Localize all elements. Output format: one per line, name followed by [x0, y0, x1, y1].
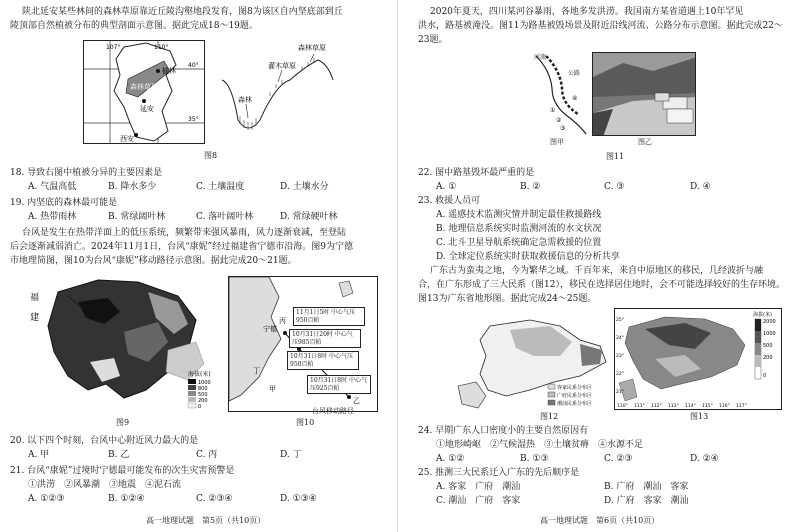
lon-110-label: 110°: [154, 44, 169, 51]
figure-9-caption: 图9: [116, 418, 130, 427]
q23-option-a[interactable]: A. 遥感技术监测灾情并制定最佳救援路线: [436, 210, 602, 220]
river-label: 河流: [534, 54, 547, 61]
forest-steppe-label: 森林草原带: [130, 83, 165, 91]
typhoon-box-3: 10月31日8时 中心气压950百帕: [287, 351, 359, 370]
figure-10-map: [228, 276, 378, 412]
intro-18-line2: 陵顶部自然植被分布的典型剖面示意图。据此完成18～19题。: [10, 21, 258, 31]
fig13-legend-0: 0: [763, 373, 767, 379]
profile-forest-steppe-label: 森林草原: [298, 44, 326, 52]
lon-107-label: 107°: [106, 44, 121, 51]
q21-items: ①洪涝 ②风暴潮 ③地震 ④泥石流: [28, 480, 182, 490]
figure-8-caption: 图8: [204, 151, 218, 160]
point-4: ④: [572, 95, 578, 102]
q24-option-b[interactable]: B. ①③: [520, 454, 549, 464]
typhoon-box-1: 11月1日5时 中心气压950百帕: [293, 307, 365, 326]
question-24-stem: 24. 早期广东人口密度小的主要自然原因有: [418, 426, 589, 436]
typhoon-box-4: 10月31日8时 中心气压925百帕: [307, 375, 371, 394]
fig13-legend-2000: 2000: [763, 319, 776, 325]
q21-option-d[interactable]: D. ①③④: [280, 494, 317, 504]
fig9-legend-0: 0: [198, 404, 202, 410]
intro-22-line3: 23题。: [418, 35, 448, 45]
q24-option-a[interactable]: A. ①②: [436, 454, 465, 464]
question-19-stem: 19. 内坚底的森林最可能是: [10, 198, 118, 208]
fig13-lat-24: 24°: [616, 336, 624, 341]
point-2: ②: [556, 117, 562, 124]
page-divider: [397, 0, 398, 532]
q20-option-b[interactable]: B. 乙: [108, 450, 130, 460]
fig13-lon-110: 110°: [617, 404, 628, 409]
intro-22-line2: 洪水，路基被淹没。图11为路基被毁场景及附近沿线河流、公路分布示意图。据此完成22～: [418, 21, 783, 31]
point-3: ③: [560, 125, 566, 132]
road-label: 公路: [568, 70, 581, 77]
fig9-legend-800: 800: [198, 386, 208, 392]
q24-option-c[interactable]: C. ②③: [604, 454, 633, 464]
fig13-lon-114: 114°: [685, 404, 696, 409]
figure-12-map: [450, 316, 610, 410]
q20-option-a[interactable]: A. 甲: [28, 450, 50, 460]
figure-8-map: [83, 40, 205, 144]
figure-12-caption: 图12: [540, 412, 559, 421]
fig13-lon-113: 113°: [668, 404, 679, 409]
typhoon-path-legend: 台风移动路径: [312, 407, 354, 415]
fig13-lon-112: 112°: [651, 404, 662, 409]
q25-option-c[interactable]: C. 潮汕 广府 客家: [436, 496, 521, 506]
fig13-legend-500: 500: [763, 343, 773, 349]
fig13-lat-23: 23°: [616, 354, 624, 359]
q19-option-b[interactable]: B. 常绿阔叶林: [108, 212, 166, 222]
q24-option-d[interactable]: D. ②④: [690, 454, 719, 464]
q20-option-d[interactable]: D. 丁: [280, 450, 302, 460]
q25-option-d[interactable]: D. 广府 客家 潮汕: [604, 496, 689, 506]
yanan-label: 延安: [140, 105, 154, 113]
q19-option-c[interactable]: C. 落叶阔叶林: [196, 212, 254, 222]
q19-option-a[interactable]: A. 热带雨林: [28, 212, 77, 222]
q23-option-c[interactable]: C. 北斗卫星导航系统确定急需救援的位置: [436, 238, 602, 248]
fig13-lat-21: 21°: [616, 390, 624, 395]
fig9-legend-1000: 1000: [198, 380, 211, 386]
q19-option-d[interactable]: D. 常绿硬叶林: [280, 212, 338, 222]
q24-items: ①地形崎岖 ②气候湿热 ③土壤贫瘠 ④水源不足: [436, 440, 644, 450]
intro-24-line1: 广东古为蛮夷之地，今为繁华之域。千百年来，来自中原地区的移民，几经波折与融: [430, 266, 764, 276]
fig11-a-label: 图甲: [550, 138, 564, 146]
q25-option-a[interactable]: A. 客家 广府 潮汕: [436, 482, 521, 492]
question-21-stem: 21. 台风“康妮”过境时宁德最可能发布的次生灾害预警是: [10, 466, 235, 476]
fig13-legend-1000: 1000: [763, 331, 776, 337]
intro-18-line1: 陕北延安某些林间的森林草原靠近丘陵沟壑地段发育，图8为该区自内坚底部到丘: [22, 7, 343, 17]
intro-24-line2: 合，在广东形成了三大民系（图12），移民在选择居住地时，会不可能选择较好的生存环境。: [418, 280, 785, 290]
q23-option-d[interactable]: D. 全球定位系统实时获取救援信息的分析共享: [436, 252, 620, 262]
place-ding: 丁: [253, 367, 260, 375]
figure-11-diagram: [530, 52, 588, 136]
fig12-legend-hakka: 客家民系分布区: [557, 385, 593, 391]
typhoon-box-2: 10月31日20时 中心气压985百帕: [289, 329, 361, 348]
intro-20-line2: 后会逐渐减弱消亡。2024年11月1日，台风“康妮”经过福建省宁德市沿海。图9为宁德: [10, 242, 354, 252]
q22-option-b[interactable]: B. ②: [520, 182, 541, 192]
point-1: ①: [550, 107, 556, 114]
fig13-lon-117: 117°: [736, 404, 747, 409]
q21-option-a[interactable]: A. ①②③: [28, 494, 65, 504]
question-23-stem: 23. 救援人员可: [418, 196, 481, 206]
fig13-lat-22: 22°: [616, 372, 624, 377]
place-bing: 丙: [279, 317, 286, 325]
fig9-legend-200: 200: [198, 398, 208, 404]
q18-option-a[interactable]: A. 气温高低: [28, 182, 77, 192]
fig13-legend-200: 200: [763, 355, 773, 361]
q21-option-c[interactable]: C. ②③④: [196, 494, 233, 504]
q22-option-d[interactable]: D. ④: [690, 182, 711, 192]
figure-11-caption: 图11: [606, 152, 625, 161]
intro-22-line1: 2020年夏天，四川某河谷暴雨，各地多发洪涝。我国南方某省道遇上10年罕见: [430, 7, 744, 17]
figure-9-map: [28, 272, 218, 412]
place-yi: 乙: [353, 397, 360, 405]
question-20-stem: 20. 以下四个时刻，台风中心附近风力最大的是: [10, 436, 199, 446]
question-22-stem: 22. 图中路基毁坏最严重的是: [418, 168, 535, 178]
fujian-label-1: 福: [30, 293, 40, 303]
xian-label: 西安: [120, 135, 134, 143]
q18-option-b[interactable]: B. 降水多少: [108, 182, 157, 192]
fujian-label-2: 建: [30, 313, 40, 323]
profile-forest-label: 森林: [238, 96, 252, 104]
fig13-lon-115: 115°: [702, 404, 713, 409]
question-25-stem: 25. 推测三大民系迁入广东的先后顺序是: [418, 468, 580, 478]
fig12-legend-chaoshan: 潮汕民系分布区: [557, 401, 593, 407]
question-18-stem: 18. 导致右图中植被分异的主要因素是: [10, 168, 163, 178]
q18-option-d[interactable]: D. 土壤水分: [280, 182, 329, 192]
q20-option-c[interactable]: C. 丙: [196, 450, 218, 460]
fig13-lon-116: 116°: [719, 404, 730, 409]
fig13-lat-25: 25°: [616, 318, 624, 323]
yulin-label: 榆林: [162, 67, 176, 75]
figure-11-photo: [592, 52, 696, 136]
intro-24-line3: 图13为广东省地形图。据此完成24～25题。: [418, 294, 597, 304]
lat-40-label: 40°: [188, 62, 199, 69]
figure-13-map: [614, 308, 782, 410]
q23-option-b[interactable]: B. 地理信息系统实时监测河流的水文状况: [436, 224, 602, 234]
place-jia: 甲: [269, 385, 276, 393]
q25-option-b[interactable]: B. 广府 潮汕 客家: [604, 482, 689, 492]
figure-13-caption: 图13: [690, 412, 709, 421]
q21-option-b[interactable]: B. ①②④: [108, 494, 145, 504]
figure-10-caption: 图10: [296, 418, 315, 427]
fig11-b-label: 图乙: [638, 138, 652, 146]
figure-8-profile: [220, 40, 335, 144]
q22-option-c[interactable]: C. ③: [604, 182, 625, 192]
ningde-label: 宁德: [263, 325, 277, 333]
fig13-lon-111: 111°: [634, 404, 645, 409]
fig9-legend-500: 500: [198, 392, 208, 398]
right-page-footer: 高一地理试题 第6页（共10页）: [540, 516, 660, 525]
left-page-footer: 高一地理试题 第5页（共10页）: [146, 516, 266, 525]
fig12-legend-cantonese: 广府民系分布区: [557, 393, 593, 399]
fig9-legend-title: 海拔(米): [188, 371, 211, 378]
q22-option-a[interactable]: A. ①: [436, 182, 457, 192]
profile-shrub-label: 灌木草原: [268, 62, 296, 70]
intro-20-line1: 台风是发生在热带洋面上的低压系统，频繁带来强风暴雨，风力逐渐衰减，至登陆: [22, 228, 347, 238]
lat-35-label: 35°: [188, 116, 199, 123]
q18-option-c[interactable]: C. 土壤温度: [196, 182, 245, 192]
fig13-legend-title: 海拔(米): [753, 312, 772, 318]
intro-20-line3: 市地理简图，图10为台风“康妮”移动路径示意图。据此完成20～21题。: [10, 256, 297, 266]
